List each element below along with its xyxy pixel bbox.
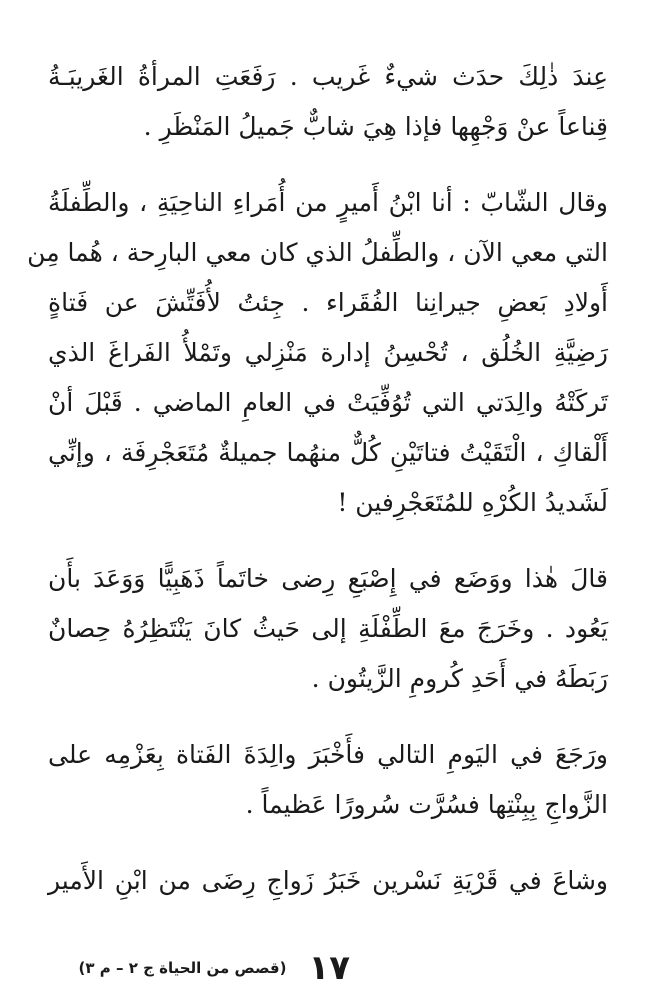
text-line: رَبَطَهُ في أَحَدِ كُرومِ الزَّيتُون . xyxy=(311,664,608,693)
text-line: عِندَ ذٰلِكَ حدَث شيءٌ غَريب . رَفَعَتِ المرأةُ الغَريبَـةُ xyxy=(48,62,608,91)
page-body xyxy=(27,52,608,932)
page-number: ١٧ xyxy=(308,948,350,988)
paragraph xyxy=(48,856,608,906)
paragraph xyxy=(27,178,608,528)
text-line: رَضِيَّةِ الخُلُق ، تُحْسِنُ إدارة مَنْزِلي وتَمْلأُ الفَراغَ الذي xyxy=(48,338,608,367)
text-line: أَولادِ بَعضِ جيرانِنا الفُقَراء . جِئتُ لأُفَتِّشَ عن فَتاةٍ xyxy=(48,288,608,317)
series-note: (قصص من الحياة ج ٢ – م ٣) xyxy=(78,959,287,977)
page-footer xyxy=(60,948,350,988)
paragraph xyxy=(48,730,608,830)
text-line: لَشَديدُ الكُرْهِ للمُتَعَجْرِفين ! xyxy=(337,488,608,517)
text-line: يَعُود . وخَرَجَ معَ الطِّفْلَةِ إلى حَيثُ كانَ يَنْتَظِرُهُ حِصانٌ xyxy=(48,614,608,643)
text-line: التي معي الآن ، والطِّفلُ الذي كان معي البارِحة ، هُما مِن xyxy=(27,238,608,267)
text-line: الزَّواجِ بِبِنْتِها فسُرَّت سُرورًا عَظيماً . xyxy=(245,790,608,819)
text-line: تَركَتْهُ والِدَتي التي تُوُفِّيَتْ في العامِ الماضي . قَبْلَ أنْ xyxy=(48,388,608,417)
text-line: قِناعاً عنْ وَجْهِها فإذا هِيَ شابٌّ جَميلُ المَنْظَرِ . xyxy=(143,112,608,141)
text-line: قالَ هٰذا ووَضَع في إِصْبَعِ رِضى خاتَماً ذَهَبِيًّا وَوَعَدَ بأَن xyxy=(48,564,608,593)
text-line: وشاعَ في قَرْيَةِ نَسْرين خَبَرُ زَواجِ رِضَى من ابْنِ الأَمير xyxy=(48,866,608,895)
text-line: أَلْقاكِ ، الْتَقَيْتُ فتاتَيْنِ كُلٌّ منهُما جميلةٌ مُتَعَجْرِفَة ، وإنِّي xyxy=(48,438,608,467)
paragraph xyxy=(48,52,608,152)
text-line: ورَجَعَ في اليَومِ التالي فأَخْبَرَ والِدَةَ الفَتاة بِعَزْمِه على xyxy=(48,740,608,769)
paragraph xyxy=(48,554,608,704)
text-line: وقال الشّابّ : أنا ابْنُ أَميرٍ من أُمَراءِ الناحِيَةِ ، والطِّفلَةُ xyxy=(48,188,608,217)
